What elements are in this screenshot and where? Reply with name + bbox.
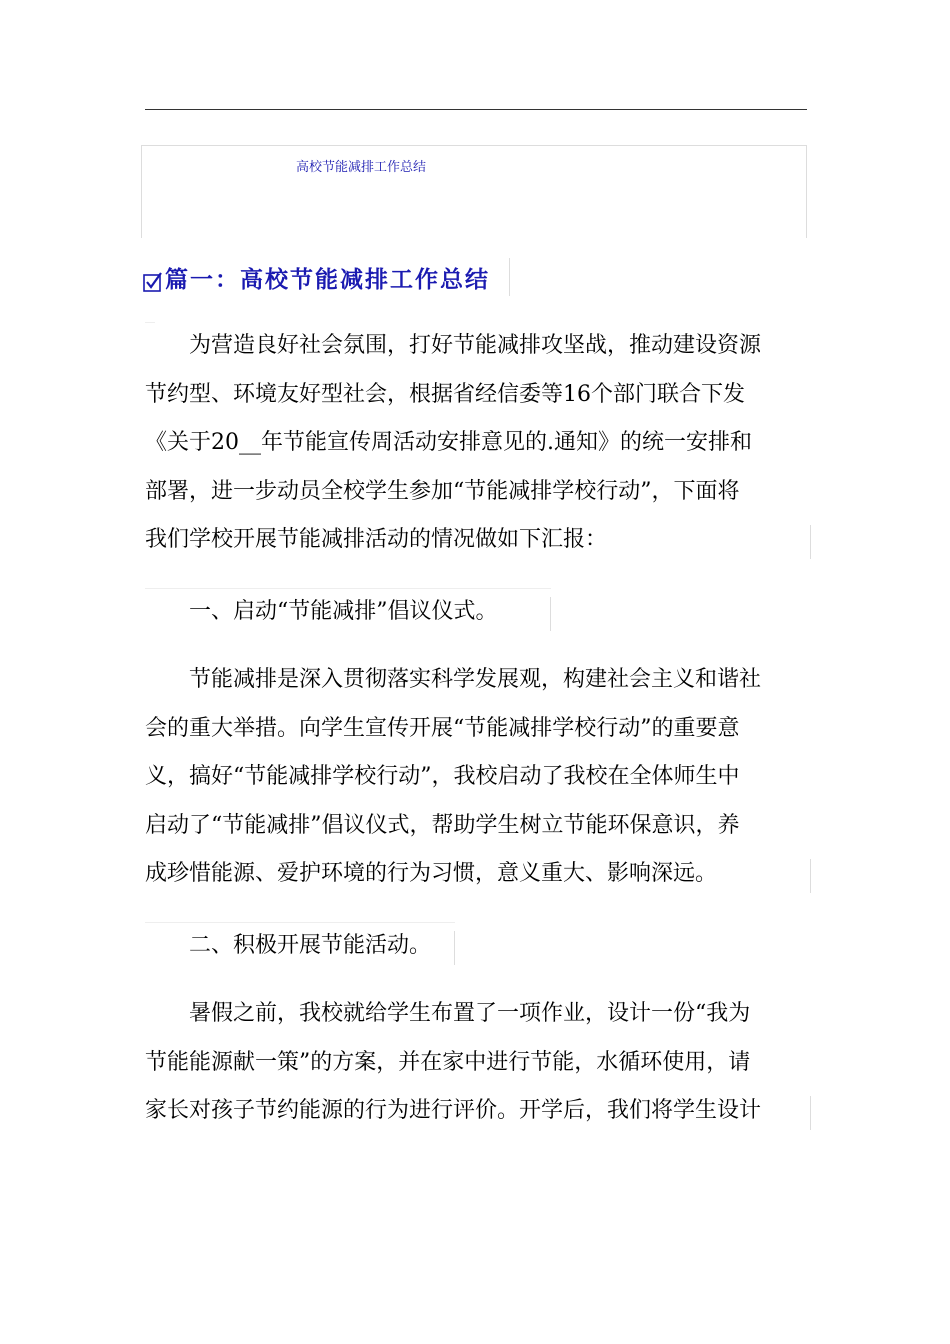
section-heading (143, 258, 510, 296)
text-line: 一、启动“节能减排”倡议仪式。 (145, 599, 498, 624)
text-line: 部署，进一步动员全校学生参加“节能减排学校行动”，下面将 (145, 478, 740, 504)
header-box (141, 145, 807, 238)
text-line: 会的重大举措。向学生宣传开展“节能减排学校行动”的重要意 (145, 715, 740, 741)
checkbox-checked-icon (143, 272, 163, 292)
section-title-1 (145, 588, 551, 637)
paragraph-body-1 (145, 656, 811, 899)
text-line: 成珍惜能源、爱护环境的行为习惯，意义重大、影响深远。 (145, 861, 718, 886)
paragraph-body-2 (145, 990, 811, 1136)
text-line: 启动了“节能减排”倡议仪式，帮助学生树立节能环保意识，养 (145, 812, 740, 838)
top-rule (145, 109, 807, 110)
section-title-2 (145, 922, 455, 971)
text-line: 为营造良好社会氛围，打好节能减排攻坚战，推动建设资源 (145, 333, 762, 358)
text-line: 暑假之前，我校就给学生布置了一项作业，设计一份“我为 (145, 1001, 751, 1026)
text-line: 家长对孩子节约能源的行为进行评价。开学后，我们将学生设计 (145, 1098, 762, 1123)
paragraph-intro (145, 322, 811, 565)
text-line: 义，搞好“节能减排学校行动”，我校启动了我校在全体师生中 (145, 764, 740, 789)
text-line: 二、积极开展节能活动。 (145, 933, 432, 958)
header-title: 高校节能减排工作总结 (296, 160, 427, 175)
heading-text: 篇一：高校节能减排工作总结 (165, 265, 490, 293)
text-line: 节能能源献一策”的方案，并在家中进行节能，水循环使用，请 (145, 1049, 751, 1075)
text-line: 节约型、环境友好型社会，根据省经信委等16个部门联合下发 (145, 381, 745, 407)
text-line: 节能减排是深入贯彻落实科学发展观，构建社会主义和谐社 (145, 667, 762, 692)
text-line: 《关于20__年节能宣传周活动安排意见的.通知》的统一安排和 (145, 430, 752, 455)
text-line: 我们学校开展节能减排活动的情况做如下汇报： (145, 527, 608, 552)
